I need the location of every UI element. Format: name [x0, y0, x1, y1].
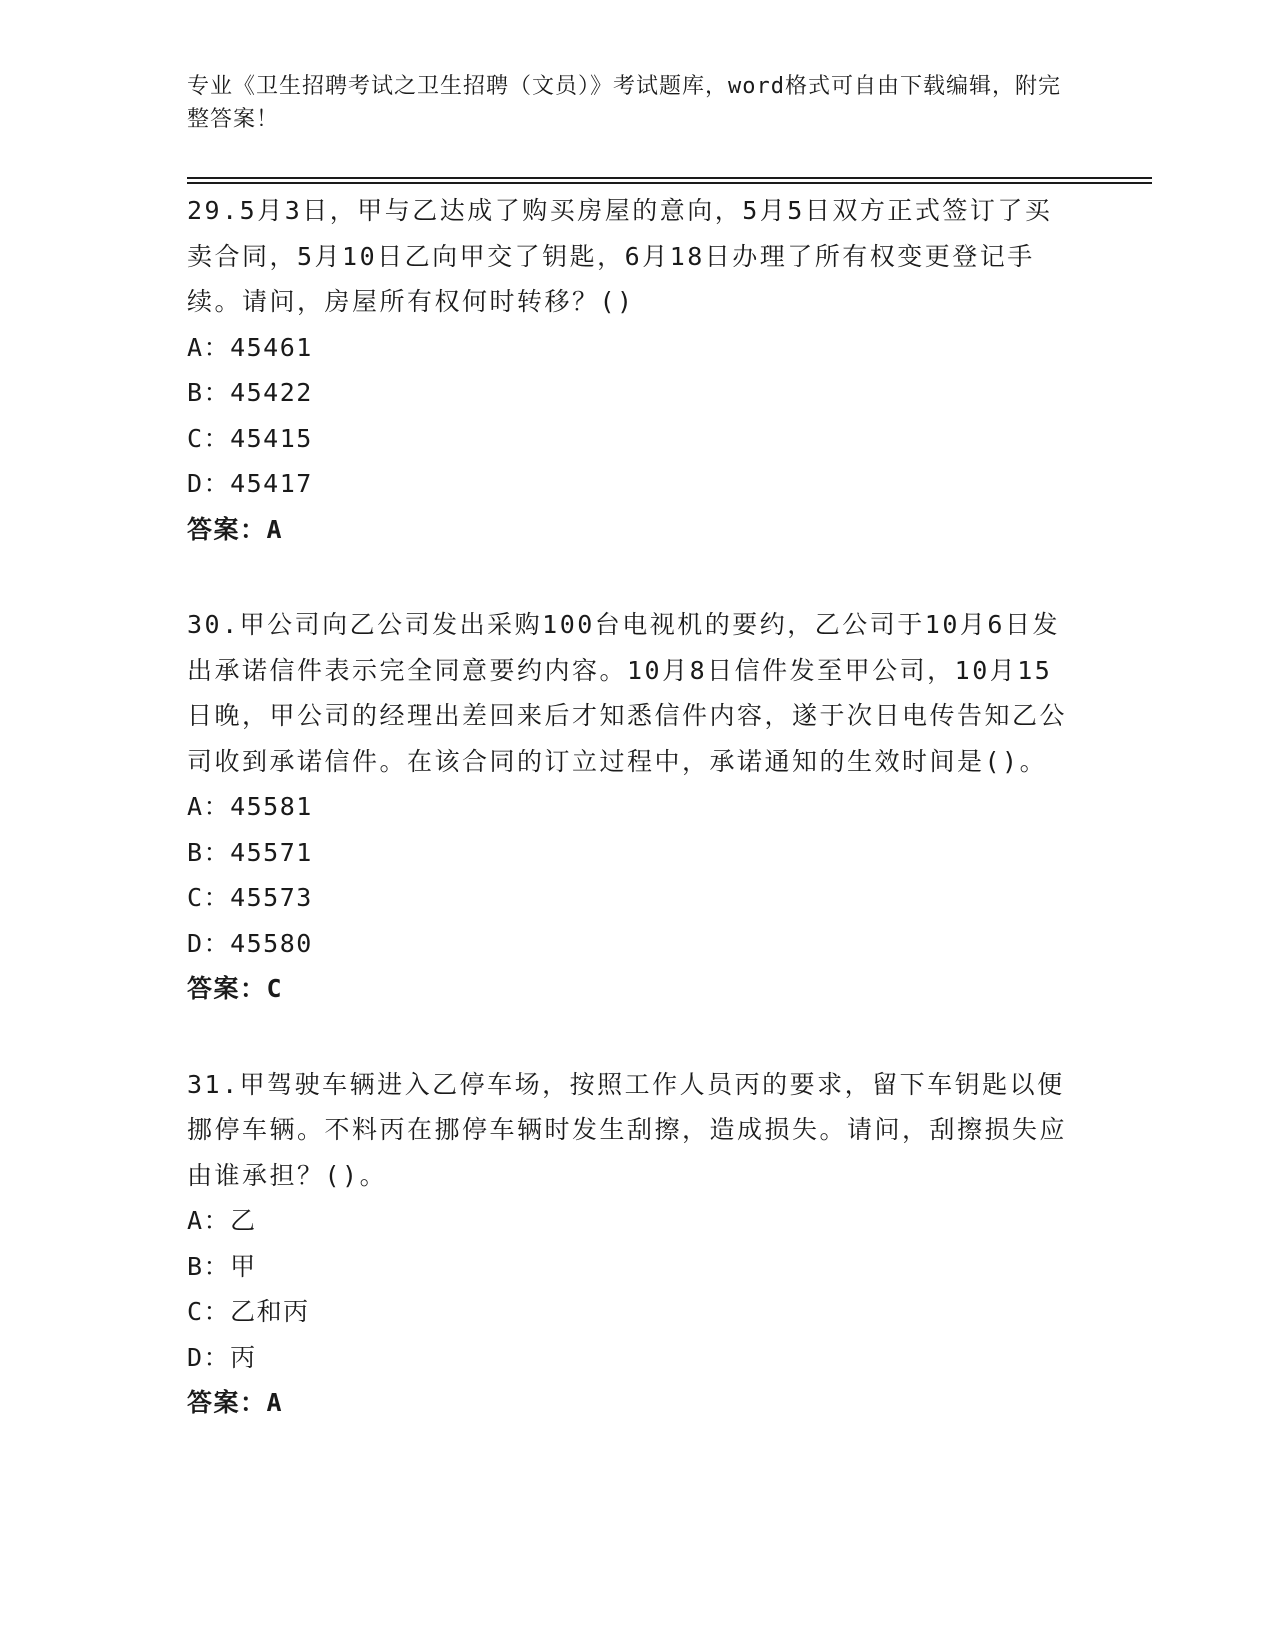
option-d: D：45580: [187, 928, 313, 958]
answer-line: [187, 966, 1087, 1012]
answer-line: [187, 507, 1087, 553]
option-text: 45422: [230, 378, 313, 407]
option-letter: B: [187, 1251, 204, 1281]
option-text: 45580: [230, 928, 313, 958]
answer-value: A: [266, 1388, 284, 1417]
option-letter: D: [187, 1342, 204, 1372]
answer-label: 答案：: [187, 514, 267, 544]
option-b: B：甲: [187, 1251, 257, 1281]
question-30: [187, 602, 1087, 1012]
question-stem: 30.甲公司向乙公司发出采购100台电视机的要约，乙公司于10月6日发出承诺信件表示完全同意要约内容。10月8日信件发至甲公司，10月15日晚，甲公司的经理出差回来后才知悉信件内容，遂于次日电传告知乙公司收到承诺信件。在该合同的订立过程中，承诺通知的生效时间是()。: [187, 610, 1068, 776]
option-letter: D: [187, 928, 204, 958]
option-text: 乙和丙: [230, 1297, 310, 1326]
option-letter: B: [187, 378, 204, 407]
question-31: [187, 1062, 1087, 1426]
answer-value: C: [266, 974, 284, 1003]
option-letter: D: [187, 469, 204, 498]
header-rule-bottom: [187, 182, 1152, 184]
option-letter: C: [187, 883, 204, 912]
option-c: C：乙和丙: [187, 1297, 310, 1326]
option-text: 甲: [230, 1251, 257, 1281]
document-header: 专业《卫生招聘考试之卫生招聘（文员）》考试题库，word格式可自由下载编辑，附完整答案！: [187, 74, 1061, 132]
question-stem: 31.甲驾驶车辆进入乙停车场，按照工作人员丙的要求，留下车钥匙以便挪停车辆。不料丙在挪停车辆时发生刮擦，造成损失。请问，刮擦损失应由谁承担？()。: [187, 1069, 1068, 1190]
option-letter: C: [187, 423, 204, 453]
option-d: D：丙: [187, 1342, 257, 1372]
option-letter: C: [187, 1297, 204, 1326]
option-text: 45573: [230, 883, 313, 912]
option-text: 45581: [230, 792, 313, 821]
option-a: A：45461: [187, 332, 313, 362]
question-list: [187, 188, 1087, 1476]
option-b: B：45422: [187, 378, 313, 407]
option-a: A：乙: [187, 1206, 257, 1235]
option-text: 45417: [230, 469, 313, 498]
option-text: 45571: [230, 837, 313, 867]
option-b: B：45571: [187, 837, 313, 867]
answer-value: A: [266, 514, 284, 544]
option-letter: B: [187, 837, 204, 867]
option-text: 45461: [230, 332, 313, 362]
option-a: A：45581: [187, 792, 313, 821]
option-letter: A: [187, 792, 204, 821]
option-c: C：45415: [187, 423, 313, 453]
option-text: 乙: [230, 1206, 257, 1235]
question-29: [187, 188, 1087, 552]
option-d: D：45417: [187, 469, 313, 498]
answer-label: 答案：: [187, 1388, 267, 1417]
option-text: 丙: [230, 1342, 257, 1372]
option-letter: A: [187, 1206, 204, 1235]
question-stem: 29.5月3日，甲与乙达成了购买房屋的意向，5月5日双方正式签订了买卖合同，5月10日乙向甲交了钥匙，6月18日办理了所有权变更登记手续。请问，房屋所有权何时转移？(): [187, 196, 1053, 316]
answer-line: [187, 1380, 1087, 1426]
option-text: 45415: [230, 423, 313, 453]
option-c: C：45573: [187, 883, 313, 912]
header-rule-top: [187, 177, 1152, 179]
answer-label: 答案：: [187, 974, 267, 1003]
option-letter: A: [187, 332, 204, 362]
